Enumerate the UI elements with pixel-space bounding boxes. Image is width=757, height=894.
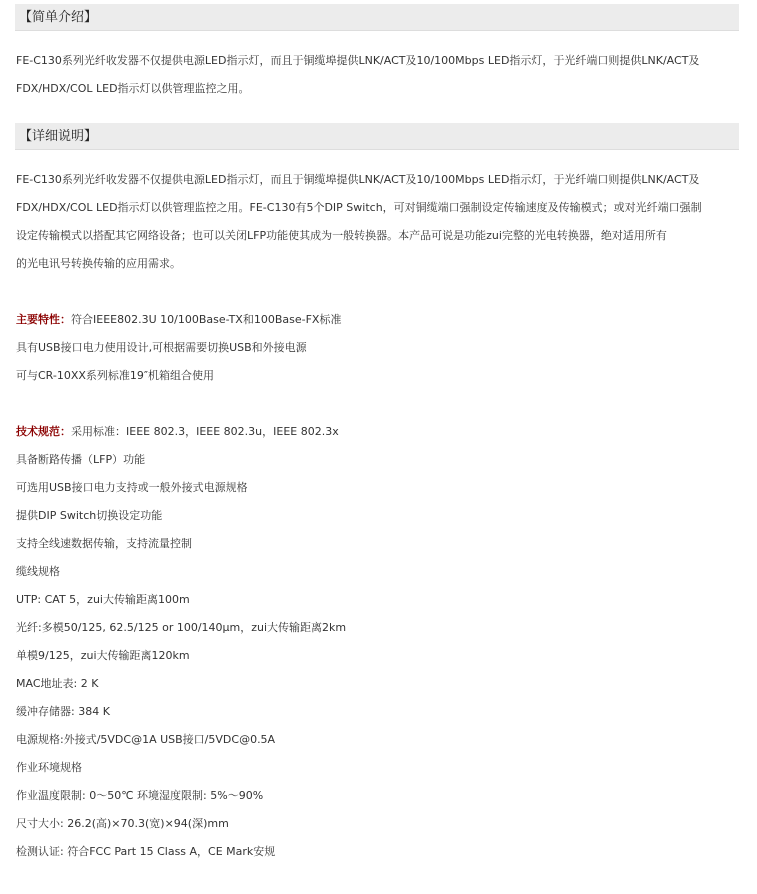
intro-line-2: FDX/HDX/COL LED指示灯以供管理监控之用。	[16, 82, 250, 95]
specs-first-text: 采用标准：IEEE 802.3，IEEE 802.3u，IEEE 802.3x	[71, 425, 339, 438]
features-line-2: 可与CR-10XX系列标准19″机箱组合使用	[16, 369, 215, 382]
specs-line-6: UTP: CAT 5，zui大传输距离100m	[16, 593, 190, 606]
specs-line-11: 电源规格:外接式/5VDC@1A USB接口/5VDC@0.5A	[16, 733, 276, 746]
specs-label: 技术规范：	[16, 425, 71, 438]
detail-section-header: 【详细说明】	[15, 123, 739, 150]
specs-line-8: 单模9/125，zui大传输距离120km	[16, 649, 190, 662]
features-first-text: 符合IEEE802.3U 10/100Base-TX和100Base-FX标准	[71, 313, 342, 326]
detail-line-2: FDX/HDX/COL LED指示灯以供管理监控之用。FE-C130有5个DIP Switch，可对铜缆端口强制设定传输速度及传输模式；或对光纤端口强制	[16, 201, 702, 214]
specs-line-4: 支持全线速数据传输，支持流量控制	[16, 537, 192, 550]
intro-line-1: FE-C130系列光纤收发器不仅提供电源LED指示灯，而且于铜缆埠提供LNK/ACT及10/100Mbps LED指示灯，于光纤端口则提供LNK/ACT及	[16, 54, 700, 67]
detail-line-4: 的光电讯号转换传输的应用需求。	[16, 257, 181, 270]
specs-line-9: MAC地址表: 2 K	[16, 677, 99, 690]
specs-line-15: 检测认证: 符合FCC Part 15 Class A，CE Mark安规	[16, 845, 276, 858]
specs-line-5: 缆线规格	[16, 565, 60, 578]
specs-first-line	[16, 425, 339, 439]
specs-line-13: 作业温度限制: 0～50℃ 环境湿度限制: 5%～90%	[16, 789, 264, 802]
detail-line-3: 设定传输模式以搭配其它网络设备；也可以关闭LFP功能使其成为一般转换器。本产品可说是功能zui完整的光电转换器，绝对适用所有	[16, 229, 667, 242]
specs-line-7: 光纤:多模50/125, 62.5/125 or 100/140μm，zui大传输距离2km	[16, 621, 347, 634]
specs-line-1: 具备断路传播（LFP）功能	[16, 453, 146, 466]
intro-section-header: 【简单介绍】	[15, 4, 739, 31]
specs-line-12: 作业环境规格	[16, 761, 82, 774]
specs-line-10: 缓冲存储器: 384 K	[16, 705, 110, 718]
specs-line-2: 可选用USB接口电力支持或一般外接式电源规格	[16, 481, 248, 494]
features-label: 主要特性：	[16, 313, 71, 326]
features-line-1: 具有USB接口电力使用设计,可根据需要切换USB和外接电源	[16, 341, 307, 354]
detail-line-1: FE-C130系列光纤收发器不仅提供电源LED指示灯，而且于铜缆埠提供LNK/ACT及10/100Mbps LED指示灯，于光纤端口则提供LNK/ACT及	[16, 173, 700, 186]
specs-line-3: 提供DIP Switch切换设定功能	[16, 509, 163, 522]
features-first-line	[16, 313, 341, 327]
specs-line-14: 尺寸大小: 26.2(高)×70.3(宽)×94(深)mm	[16, 817, 229, 830]
